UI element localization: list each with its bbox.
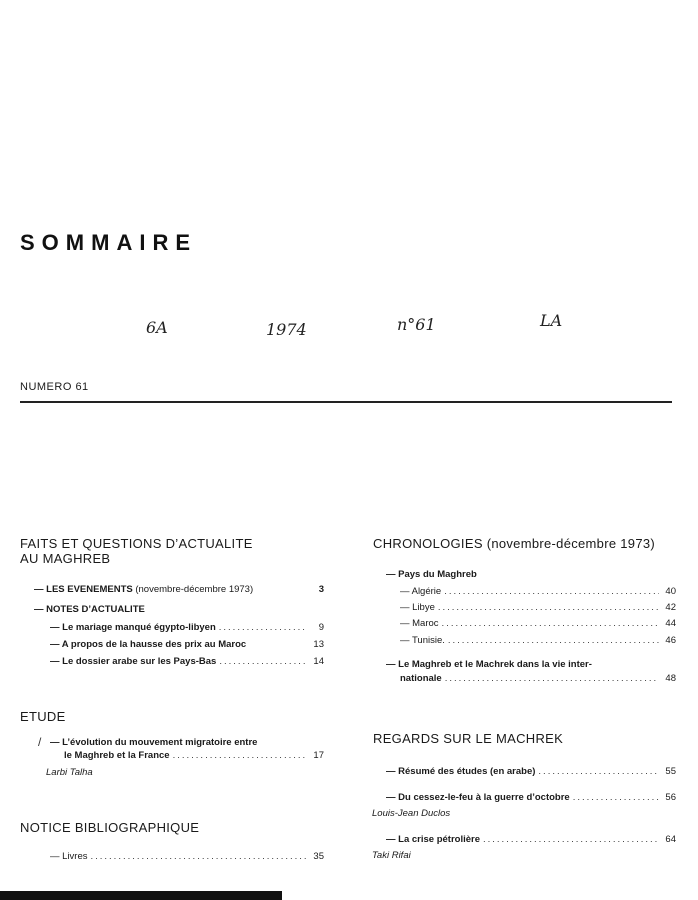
entry-label: le Maghreb et la France bbox=[64, 750, 170, 761]
toc-entry[interactable] bbox=[386, 834, 676, 846]
entry-page: 64 bbox=[665, 834, 676, 845]
leader-dots bbox=[448, 635, 659, 647]
entry-label: — Livres bbox=[50, 851, 88, 862]
entry-page: 42 bbox=[665, 602, 676, 613]
section-title-line: FAITS ET QUESTIONS D’ACTUALITE bbox=[20, 536, 253, 551]
entry-page: 44 bbox=[665, 618, 676, 629]
leader-dots bbox=[173, 750, 307, 762]
toc-entry-country[interactable] bbox=[400, 635, 676, 647]
leader-dots bbox=[90, 851, 307, 863]
entry-label: — Maroc bbox=[400, 618, 439, 629]
entry-page: 40 bbox=[665, 586, 676, 597]
section-title-etude: ETUDE bbox=[20, 709, 66, 724]
page-title: SOMMAIRE bbox=[20, 230, 197, 255]
toc-entry-livres[interactable] bbox=[50, 851, 324, 863]
entry-label: — Pays du Maghreb bbox=[386, 569, 477, 580]
entry-page: 9 bbox=[318, 622, 324, 633]
toc-entry-evenements[interactable] bbox=[34, 584, 324, 596]
section-title-line: AU MAGHREB bbox=[20, 551, 111, 566]
entry-label: — A propos de la hausse des prix au Maroc bbox=[50, 639, 247, 650]
entry-label: — Résumé des études (en arabe) bbox=[386, 766, 536, 777]
entry-page: 46 bbox=[665, 635, 676, 646]
toc-entry-maghreb-machrek[interactable] bbox=[386, 659, 676, 671]
leader-dots bbox=[219, 656, 307, 668]
entry-page: 55 bbox=[665, 766, 676, 777]
entry-author: Taki Rifai bbox=[372, 850, 411, 861]
handwritten-note: LA bbox=[540, 311, 563, 330]
toc-entry-notes[interactable] bbox=[34, 604, 324, 616]
section-title-chronologies: CHRONOLOGIES (novembre-décembre 1973) bbox=[373, 536, 656, 551]
leader-dots bbox=[483, 834, 659, 846]
toc-entry[interactable] bbox=[50, 639, 324, 651]
entry-label: — Le Maghreb et le Machrek dans la vie inter- bbox=[386, 659, 592, 670]
entry-label: — LES EVENEMENTS bbox=[34, 584, 133, 595]
handwritten-note: n°61 bbox=[397, 315, 436, 334]
toc-entry-etude-cont[interactable] bbox=[64, 750, 324, 762]
entry-page: 3 bbox=[318, 584, 324, 595]
toc-entry-country[interactable] bbox=[400, 602, 676, 614]
entry-page: 17 bbox=[313, 750, 324, 761]
section-title-regards: REGARDS SUR LE MACHREK bbox=[373, 731, 564, 746]
toc-entry[interactable] bbox=[50, 656, 324, 668]
toc-entry-country[interactable] bbox=[400, 586, 676, 598]
entry-label: — La crise pétrolière bbox=[386, 834, 480, 845]
scan-edge-bar bbox=[0, 891, 282, 900]
section-title-faits bbox=[20, 536, 253, 566]
entry-label: — Tunisie. bbox=[400, 635, 445, 646]
entry-author: Louis-Jean Duclos bbox=[372, 808, 451, 819]
leader-dots bbox=[444, 586, 659, 598]
entry-label: — Du cessez-le-feu à la guerre d’octobre bbox=[386, 792, 570, 803]
toc-entry-country[interactable] bbox=[400, 618, 676, 630]
toc-entry-pays[interactable] bbox=[386, 569, 676, 581]
entry-label: — Libye bbox=[400, 602, 435, 613]
toc-entry[interactable] bbox=[386, 766, 676, 778]
handwritten-note: 6A bbox=[146, 318, 168, 337]
entry-page: 48 bbox=[665, 673, 676, 684]
entry-label: — NOTES D’ACTUALITE bbox=[34, 604, 145, 615]
entry-page: 13 bbox=[313, 639, 324, 650]
leader-dots bbox=[219, 622, 307, 634]
entry-label: — Le mariage manqué égypto-libyen bbox=[50, 622, 216, 633]
header-rule bbox=[20, 401, 672, 403]
leader-dots bbox=[442, 618, 659, 630]
entry-label: — Le dossier arabe sur les Pays-Bas bbox=[50, 656, 217, 667]
entry-page: 35 bbox=[313, 851, 324, 862]
leader-dots bbox=[438, 602, 659, 614]
leader-dots bbox=[445, 673, 659, 685]
entry-author: Larbi Talha bbox=[46, 767, 93, 778]
entry-label: — L’évolution du mouvement migratoire entre bbox=[50, 737, 258, 748]
section-title-notice: NOTICE BIBLIOGRAPHIQUE bbox=[20, 820, 200, 835]
entry-page: 56 bbox=[665, 792, 676, 803]
handwritten-note: 1974 bbox=[266, 320, 307, 339]
toc-entry-etude[interactable] bbox=[50, 737, 324, 749]
entry-page: 14 bbox=[313, 656, 324, 667]
toc-entry-maghreb-machrek-cont[interactable] bbox=[400, 673, 676, 685]
entry-label: — Algérie bbox=[400, 586, 442, 597]
issue-number: NUMERO 61 bbox=[20, 381, 89, 393]
leader-dots bbox=[538, 766, 659, 778]
margin-mark: / bbox=[38, 735, 42, 749]
entry-dates: (novembre-décembre 1973) bbox=[132, 584, 254, 595]
entry-label: nationale bbox=[400, 673, 442, 684]
toc-entry[interactable] bbox=[50, 622, 324, 634]
toc-entry[interactable] bbox=[386, 792, 676, 804]
leader-dots bbox=[573, 792, 659, 804]
